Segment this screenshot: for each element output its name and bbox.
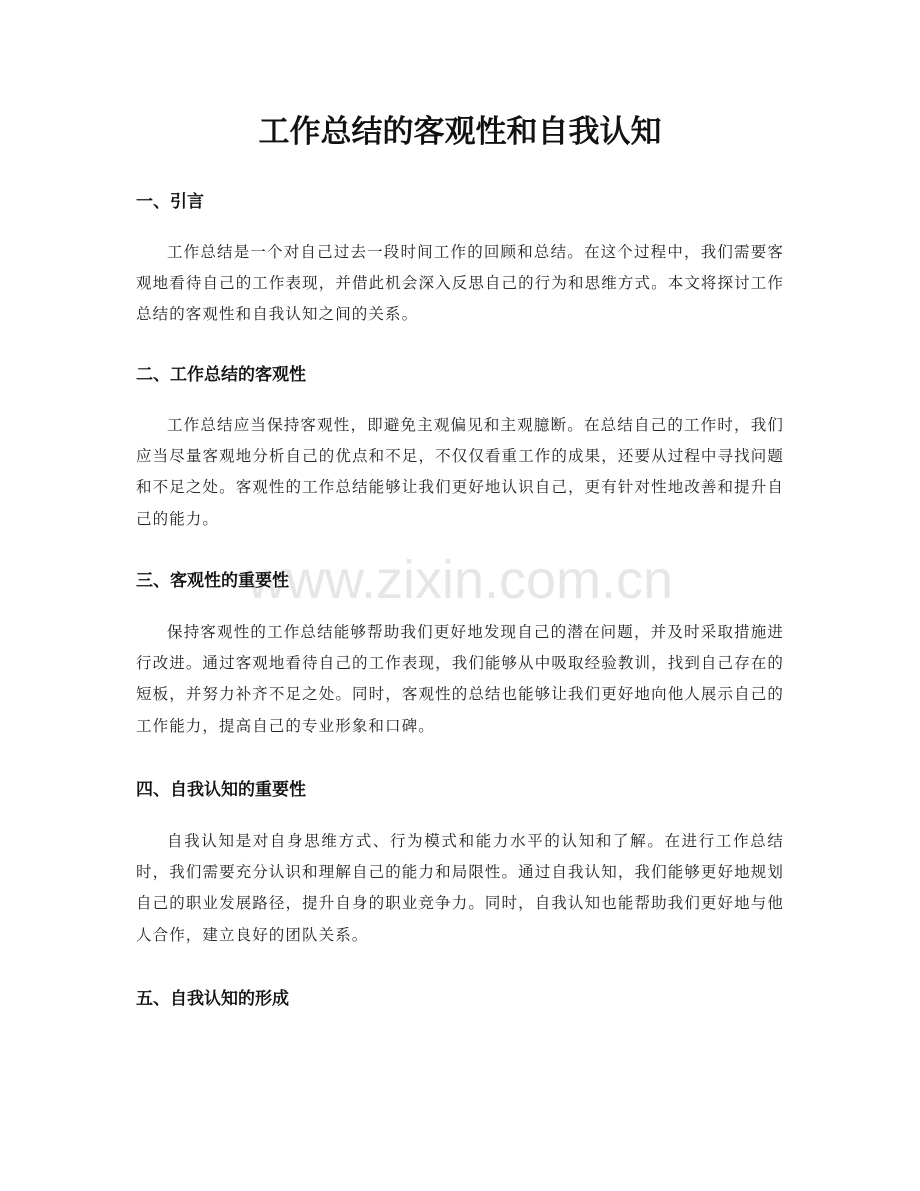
section-heading-objectivity: 二、工作总结的客观性 (136, 365, 306, 385)
section-paragraph-importance-self-awareness: 自我认知是对自身思维方式、行为模式和能力水平的认知和了解。在进行工作总结时，我们需要充分认识和理解自己的能力和局限性。通过自我认知，我们能够更好地规划自己的职业发展路径，提升自身的职业竞争力。同时，自我认知也能帮助我们更好地与他人合作，建立良好的团队关系。 (136, 832, 784, 944)
section-paragraph-importance-objectivity: 保持客观性的工作总结能够帮助我们更好地发现自己的潜在问题，并及时采取措施进行改进。通过客观地看待自己的工作表现，我们能够从中吸取经验教训，找到自己存在的短板，并努力补齐不足之处。同时，客观性的总结也能够让我们更好地向他人展示自己的工作能力，提高自己的专业形象和口碑。 (136, 623, 784, 735)
section-heading-importance-objectivity: 三、客观性的重要性 (136, 571, 289, 591)
section-paragraph-intro: 工作总结是一个对自己过去一段时间工作的回顾和总结。在这个过程中，我们需要客观地看待自己的工作表现，并借此机会深入反思自己的行为和思维方式。本文将探讨工作总结的客观性和自我认知之间的关系。 (136, 243, 784, 324)
watermark: www.zixin.com.cn (246, 550, 674, 610)
section-heading-intro: 一、引言 (136, 192, 204, 212)
section-heading-formation: 五、自我认知的形成 (136, 989, 289, 1009)
section-heading-importance-self-awareness: 四、自我认知的重要性 (136, 780, 306, 800)
page-title: 工作总结的客观性和自我认知 (258, 114, 662, 150)
section-paragraph-objectivity: 工作总结应当保持客观性，即避免主观偏见和主观臆断。在总结自己的工作时，我们应当尽量客观地分析自己的优点和不足，不仅仅看重工作的成果，还要从过程中寻找问题和不足之处。客观性的工作总结能够让我们更好地认识自己，更有针对性地改善和提升自己的能力。 (136, 416, 784, 528)
